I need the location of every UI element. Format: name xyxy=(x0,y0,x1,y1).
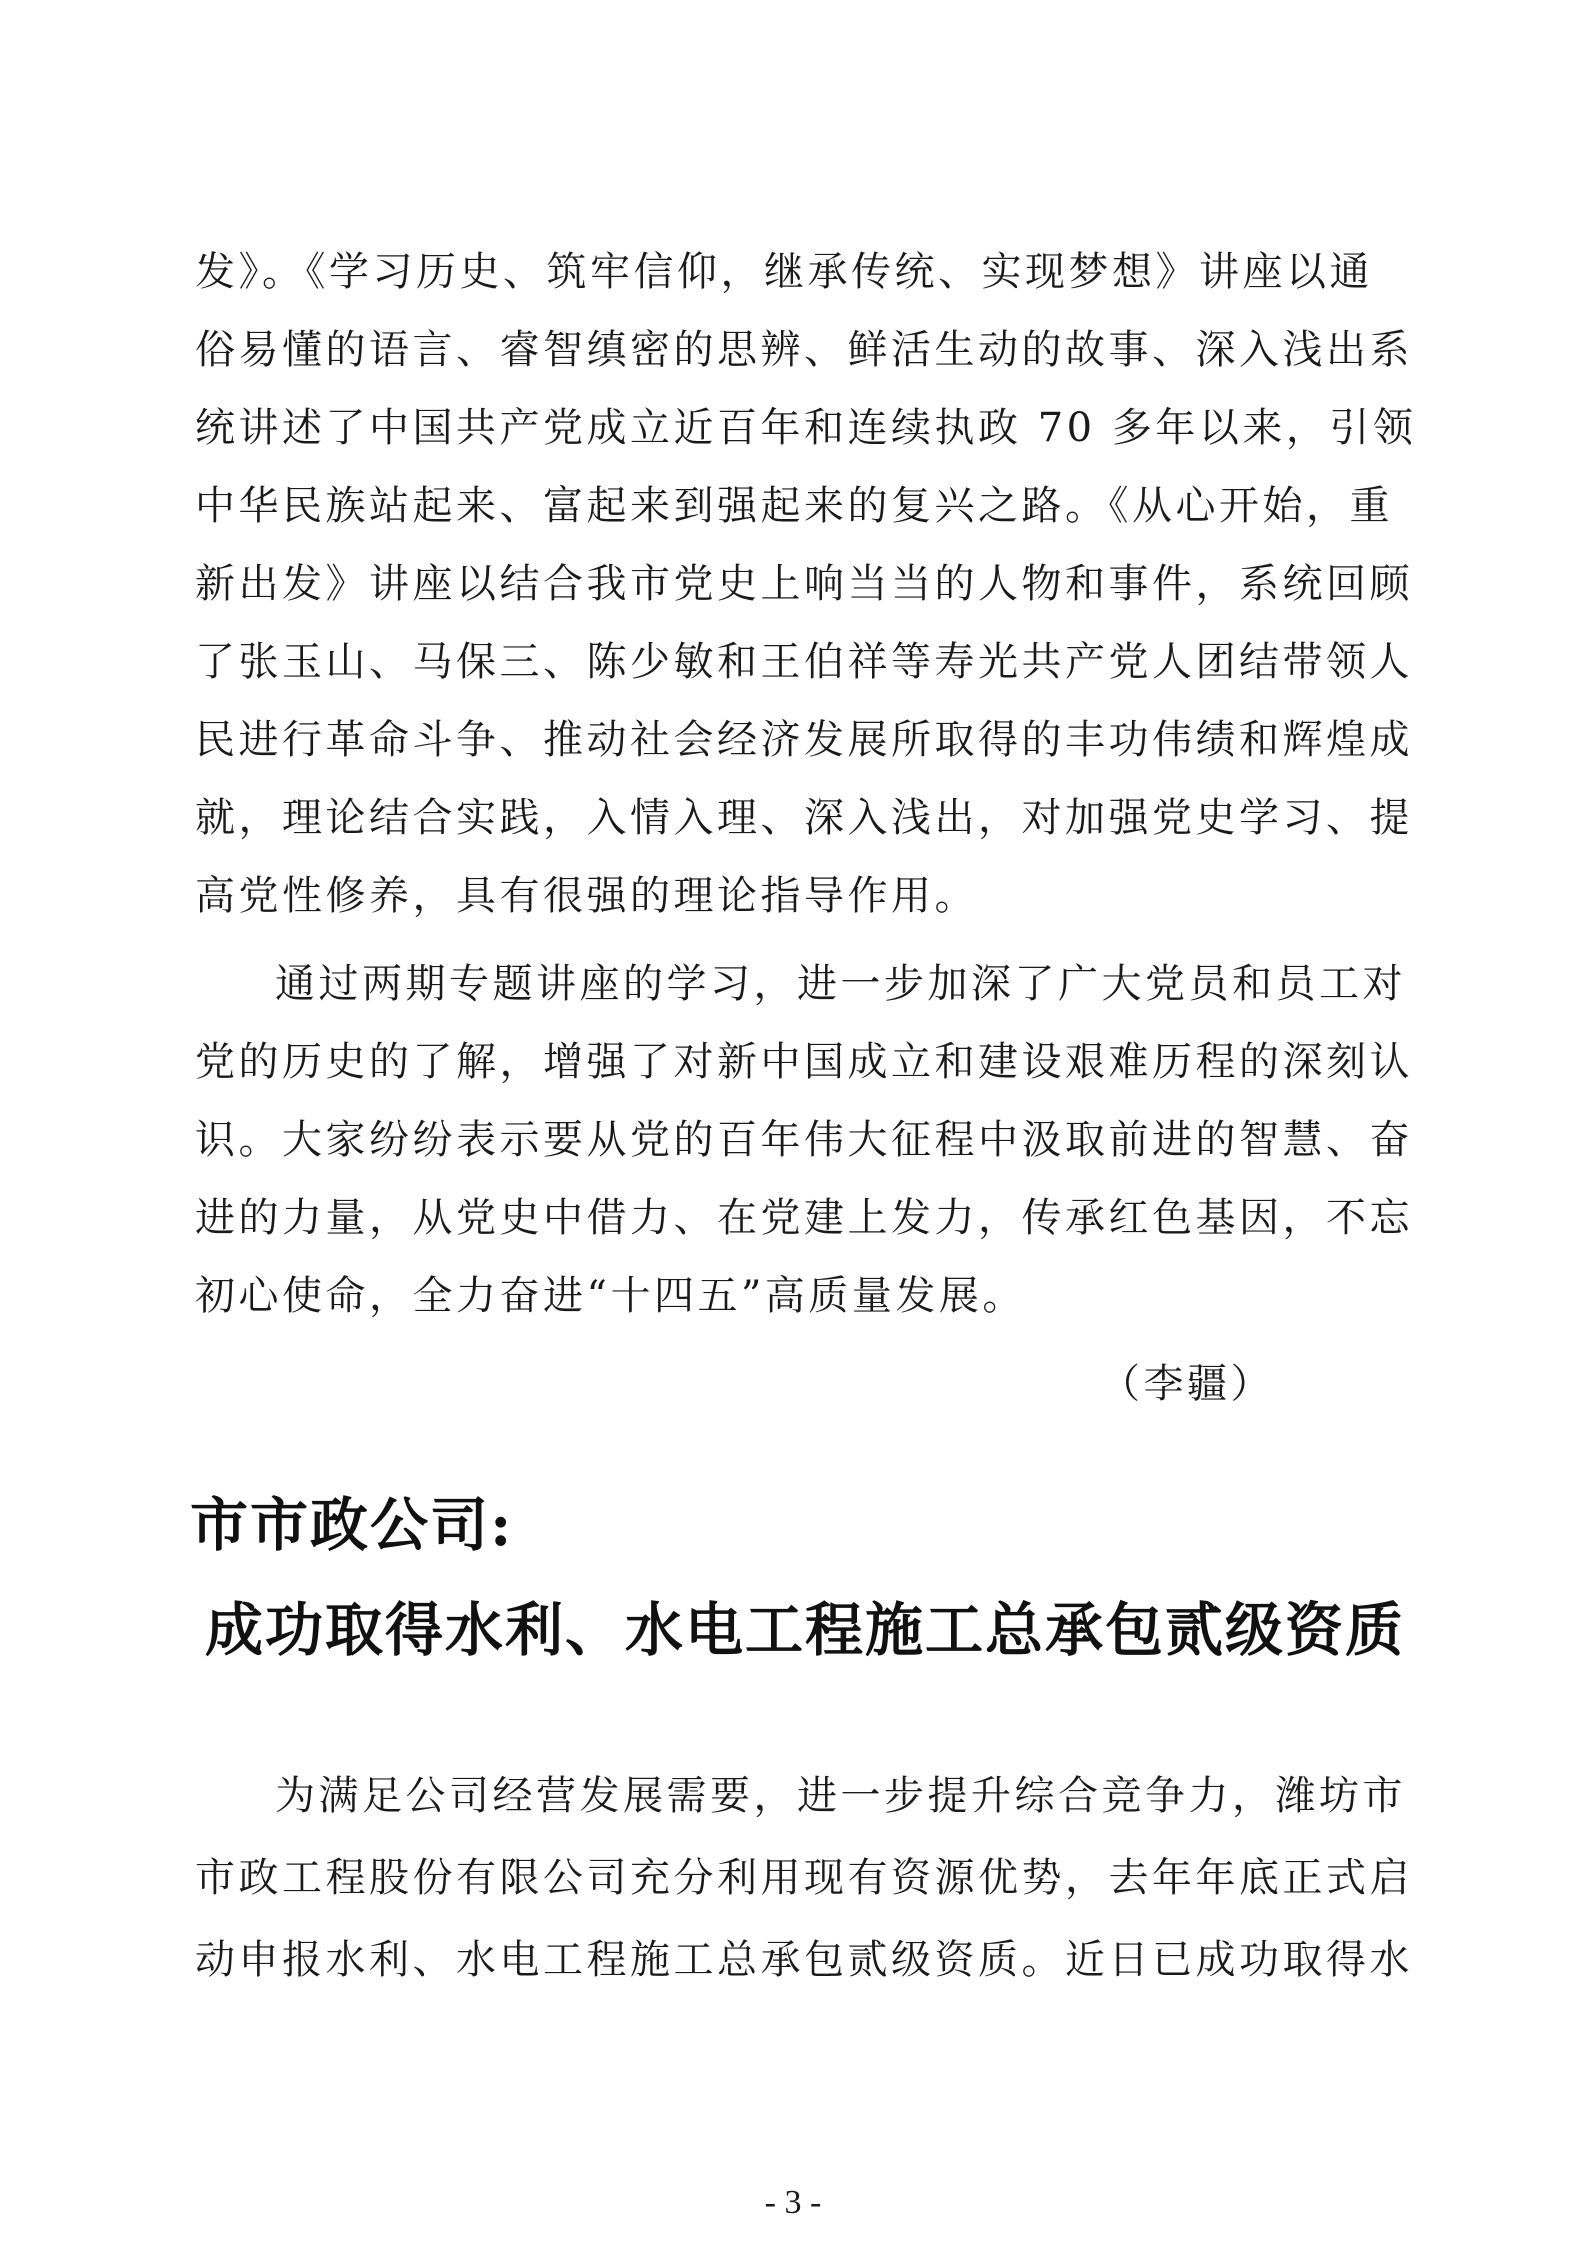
text-line: 民进行革命斗争、推动社会经济发展所取得的丰功伟绩和辉煌成 xyxy=(195,717,1413,763)
text-line: 识。大家纷纷表示要从党的百年伟大征程中汲取前进的智慧、奋 xyxy=(195,1117,1413,1163)
text-line: 新出发》讲座以结合我市党史上响当当的人物和事件，系统回顾 xyxy=(195,561,1413,607)
article-title-line-2: 成功取得水利、水电工程施工总承包贰级资质 xyxy=(205,1596,1406,1664)
text-line: 统讲述了中国共产党成立近百年和连续执政 70 多年以来，引领 xyxy=(195,405,1417,451)
text-line: 为满足公司经营发展需要，进一步提升综合竞争力，潍坊市 xyxy=(275,1773,1406,1819)
author-credit: （李疆） xyxy=(1100,1361,1274,1407)
text-line: 进的力量，从党史中借力、在党建上发力，传承红色基因，不忘 xyxy=(195,1195,1413,1241)
text-line: 了张玉山、马保三、陈少敏和王伯祥等寿光共产党人团结带领人 xyxy=(195,639,1413,685)
text-line: 市政工程股份有限公司充分利用现有资源优势，去年年底正式启 xyxy=(195,1855,1413,1901)
text-line: 动申报水利、水电工程施工总承包贰级资质。近日已成功取得水 xyxy=(195,1937,1413,1983)
text-line: 高党性修养，具有很强的理论指导作用。 xyxy=(195,873,978,919)
text-line: 党的历史的了解，增强了对新中国成立和建设艰难历程的深刻认 xyxy=(195,1039,1413,1085)
text-line: 初心使命，全力奋进“十四五”高质量发展。 xyxy=(195,1273,1026,1319)
text-line: 就，理论结合实践，入情入理、深入浅出，对加强党史学习、提 xyxy=(195,795,1413,841)
article-title-line-1: 市市政公司: xyxy=(190,1491,514,1559)
text-line: 俗易懂的语言、睿智缜密的思辨、鲜活生动的故事、深入浅出系 xyxy=(195,327,1413,373)
text-line: 通过两期专题讲座的学习，进一步加深了广大党员和员工对 xyxy=(275,961,1406,1007)
text-line: 发》。《学习历史、筑牢信仰，继承传统、实现梦想》讲座以通 xyxy=(195,249,1373,295)
page-number: - 3 - xyxy=(764,2184,822,2221)
text-line: 中华民族站起来、富起来到强起来的复兴之路。《从心开始，重 xyxy=(195,483,1393,529)
